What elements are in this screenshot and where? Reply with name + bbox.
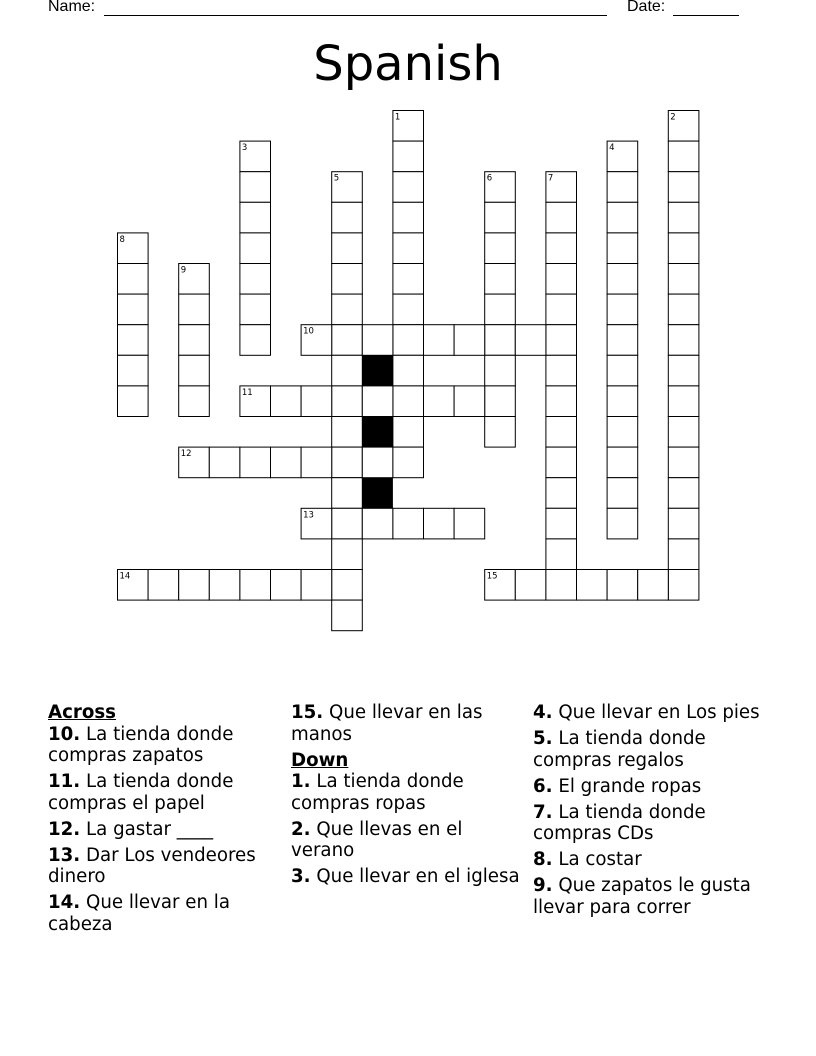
crossword-cell[interactable] [546,325,577,356]
across-clue-list [48,724,288,936]
clue-text: Que llevar en el iglesa [310,866,520,888]
crossword-cell[interactable] [118,386,149,417]
date-label: Date: [627,0,666,15]
crossword-cell[interactable] [179,325,210,356]
clue-number: 6. [533,775,553,797]
crossword-cell[interactable] [607,294,638,325]
crossword-cell[interactable] [332,355,363,386]
crossword-cell[interactable] [607,508,638,539]
crossword-cell[interactable] [271,447,302,478]
crossword-cell[interactable] [607,570,638,601]
clue-item [291,702,531,745]
clue-text: Que llevar en las manos [291,702,483,745]
clue-item [48,892,288,935]
crossword-cell[interactable] [546,233,577,264]
cell-number: 5 [333,173,340,184]
crossword-cell[interactable] [668,386,699,417]
crossword-cell[interactable] [454,386,485,417]
crossword-cell[interactable] [240,172,271,203]
crossword-cell[interactable] [515,325,546,356]
crossword-cell[interactable] [301,386,332,417]
crossword-cell[interactable] [546,202,577,233]
clue-number: 9. [533,875,553,897]
clue-number: 10. [48,723,81,745]
crossword-cell[interactable] [332,539,363,570]
crossword-cell[interactable] [393,447,424,478]
crossword-cell[interactable] [240,294,271,325]
crossword-cell[interactable] [332,417,363,448]
clue-number: 14. [48,892,81,914]
crossword-cell[interactable] [179,386,210,417]
crossword-cell[interactable] [240,202,271,233]
cell-number: 7 [547,173,554,184]
clue-text: Dar Los vendeores dinero [48,844,256,888]
clue-text: Que zapatos le gusta llevar para correr [533,875,751,918]
clue-number: 12. [48,818,81,840]
crossword-cell[interactable] [179,294,210,325]
clue-item [533,728,773,771]
crossword-black-cell [362,478,393,509]
crossword-cell[interactable] [577,570,608,601]
clue-item [533,776,773,798]
crossword-cell[interactable] [668,447,699,478]
crossword-cell[interactable] [485,386,516,417]
clues-column-2 [291,702,531,892]
crossword-cell[interactable] [393,264,424,295]
clue-text: La tienda donde compras el papel [48,771,234,814]
crossword-cell[interactable] [393,386,424,417]
clue-item [533,875,773,918]
crossword-cell[interactable] [332,264,363,295]
cell-number: 1 [394,112,401,123]
clue-number: 1. [291,771,311,793]
crossword-cell[interactable] [209,570,240,601]
crossword-cell[interactable] [607,447,638,478]
crossword-cell[interactable] [362,508,393,539]
crossword-cell[interactable] [240,264,271,295]
down-clue-list-continued [533,702,773,918]
crossword-cell[interactable] [454,325,485,356]
cell-number: 11 [241,387,253,398]
crossword-cell[interactable] [607,233,638,264]
clue-text: Que llevar en la cabeza [48,892,230,935]
clue-item [48,845,288,888]
crossword-cell[interactable] [546,447,577,478]
name-label: Name: [48,0,96,15]
clue-item [533,849,773,871]
clue-text: El grande ropas [552,775,702,797]
clue-item [291,866,531,888]
crossword-cell[interactable] [515,570,546,601]
crossword-cell[interactable] [424,325,455,356]
clue-number: 5. [533,727,553,749]
crossword-cell[interactable] [209,447,240,478]
crossword-cell[interactable] [607,417,638,448]
crossword-cell[interactable] [332,233,363,264]
clue-item [291,819,531,862]
clue-number: 4. [533,702,553,723]
crossword-cell[interactable] [332,386,363,417]
crossword-cell[interactable] [118,355,149,386]
crossword-cell[interactable] [546,386,577,417]
crossword-cell[interactable] [638,570,669,601]
down-heading: Down [291,749,349,771]
crossword-cell[interactable] [332,447,363,478]
crossword-cell[interactable] [332,508,363,539]
crossword-cell[interactable] [393,172,424,203]
clue-number: 3. [291,866,311,888]
crossword-cell[interactable] [607,355,638,386]
clue-text: La tienda donde compras CDs [533,801,706,845]
crossword-cell[interactable] [607,172,638,203]
crossword-cell[interactable] [607,386,638,417]
crossword-cell[interactable] [546,478,577,509]
cell-number: 6 [486,173,493,184]
crossword-cell[interactable] [424,508,455,539]
crossword-cell[interactable] [179,355,210,386]
crossword-cell[interactable] [240,325,271,356]
crossword-cell[interactable] [485,325,516,356]
crossword-cell[interactable] [148,570,179,601]
crossword-cell[interactable] [668,417,699,448]
clue-text: La gastar ____ [80,818,214,840]
crossword-cell[interactable] [454,508,485,539]
crossword-cell[interactable] [393,325,424,356]
crossword-cell[interactable] [668,233,699,264]
crossword-cell[interactable] [393,141,424,172]
crossword-cell[interactable] [271,386,302,417]
crossword-cell[interactable] [301,447,332,478]
crossword-cell[interactable] [668,202,699,233]
crossword-cell[interactable] [607,202,638,233]
crossword-cell[interactable] [118,264,149,295]
crossword-black-cell [362,355,393,386]
crossword-cell[interactable] [546,264,577,295]
clue-text: La costar [552,849,642,871]
clues-column-1 [48,702,288,940]
cell-number: 13 [303,510,314,521]
crossword-cell[interactable] [332,570,363,601]
crossword-cell[interactable] [546,539,577,570]
crossword-cell[interactable] [332,325,363,356]
cell-number: 12 [180,449,192,460]
crossword-cell[interactable] [485,355,516,386]
clue-text: La tienda donde compras ropas [291,771,464,814]
crossword-cell[interactable] [362,386,393,417]
crossword-cell[interactable] [332,600,363,631]
crossword-cell[interactable] [668,478,699,509]
clue-item [48,819,288,841]
crossword-cell[interactable] [607,264,638,295]
clue-text: La tienda donde compras regalos [533,727,706,771]
crossword-cell[interactable] [485,264,516,295]
crossword-cell[interactable] [668,172,699,203]
cell-number: 9 [180,265,187,276]
crossword-cell[interactable] [546,355,577,386]
cell-number: 4 [609,143,615,154]
crossword-cell[interactable] [362,325,393,356]
crossword-cell[interactable] [332,202,363,233]
crossword-cell[interactable] [607,478,638,509]
clue-item [291,771,531,814]
crossword-cell[interactable] [607,325,638,356]
cell-number: 8 [119,234,125,245]
crossword-cell[interactable] [424,386,455,417]
crossword-cell[interactable] [668,570,699,601]
clue-number: 13. [48,844,81,866]
crossword-cell[interactable] [179,570,210,601]
clue-text: La tienda donde compras zapatos [48,723,234,767]
cell-number: 2 [670,112,676,123]
crossword-cell[interactable] [393,417,424,448]
crossword-cell[interactable] [393,355,424,386]
clue-item [48,771,288,814]
crossword-cell[interactable] [485,233,516,264]
across-clue-list-continued [291,702,531,745]
page-title: Spanish [313,36,503,92]
clue-text: Que llevas en el verano [291,818,463,862]
crossword-cell[interactable] [668,539,699,570]
clue-number: 8. [533,849,553,871]
crossword-cell[interactable] [240,447,271,478]
across-heading: Across [48,702,116,723]
crossword-cell[interactable] [546,508,577,539]
crossword-cell[interactable] [668,325,699,356]
clue-item [533,702,773,724]
crossword-cell[interactable] [668,294,699,325]
crossword-cell[interactable] [332,294,363,325]
clue-number: 7. [533,801,553,823]
clue-number: 15. [291,702,324,723]
crossword-cell[interactable] [362,447,393,478]
clue-item [48,724,288,767]
crossword-cell[interactable] [393,202,424,233]
crossword-cell[interactable] [118,294,149,325]
crossword-cell[interactable] [546,294,577,325]
cell-number: 15 [486,571,498,582]
crossword-cell[interactable] [332,478,363,509]
crossword-cell[interactable] [240,233,271,264]
crossword-cell[interactable] [485,202,516,233]
crossword-cell[interactable] [301,570,332,601]
crossword-cell[interactable] [546,570,577,601]
crossword-cell[interactable] [271,570,302,601]
crossword-cell[interactable] [668,355,699,386]
clue-item [533,802,773,845]
crossword-cell[interactable] [393,508,424,539]
crossword-cell[interactable] [393,233,424,264]
crossword-cell[interactable] [485,294,516,325]
cell-number: 10 [303,326,314,337]
down-clue-list [291,771,531,888]
crossword-black-cell [362,417,393,448]
crossword-cell[interactable] [668,141,699,172]
crossword-cell[interactable] [118,325,149,356]
cell-number: 14 [119,571,131,582]
crossword-cell[interactable] [668,264,699,295]
clues-column-3 [533,702,773,923]
crossword-cell[interactable] [393,294,424,325]
cell-number: 3 [241,143,248,154]
clue-text: Que llevar en Los pies [552,702,760,723]
crossword-cell[interactable] [668,508,699,539]
crossword-cell[interactable] [485,417,516,448]
clue-number: 11. [48,771,81,793]
crossword-cell[interactable] [240,570,271,601]
crossword-cell[interactable] [546,417,577,448]
clue-number: 2. [291,818,311,840]
